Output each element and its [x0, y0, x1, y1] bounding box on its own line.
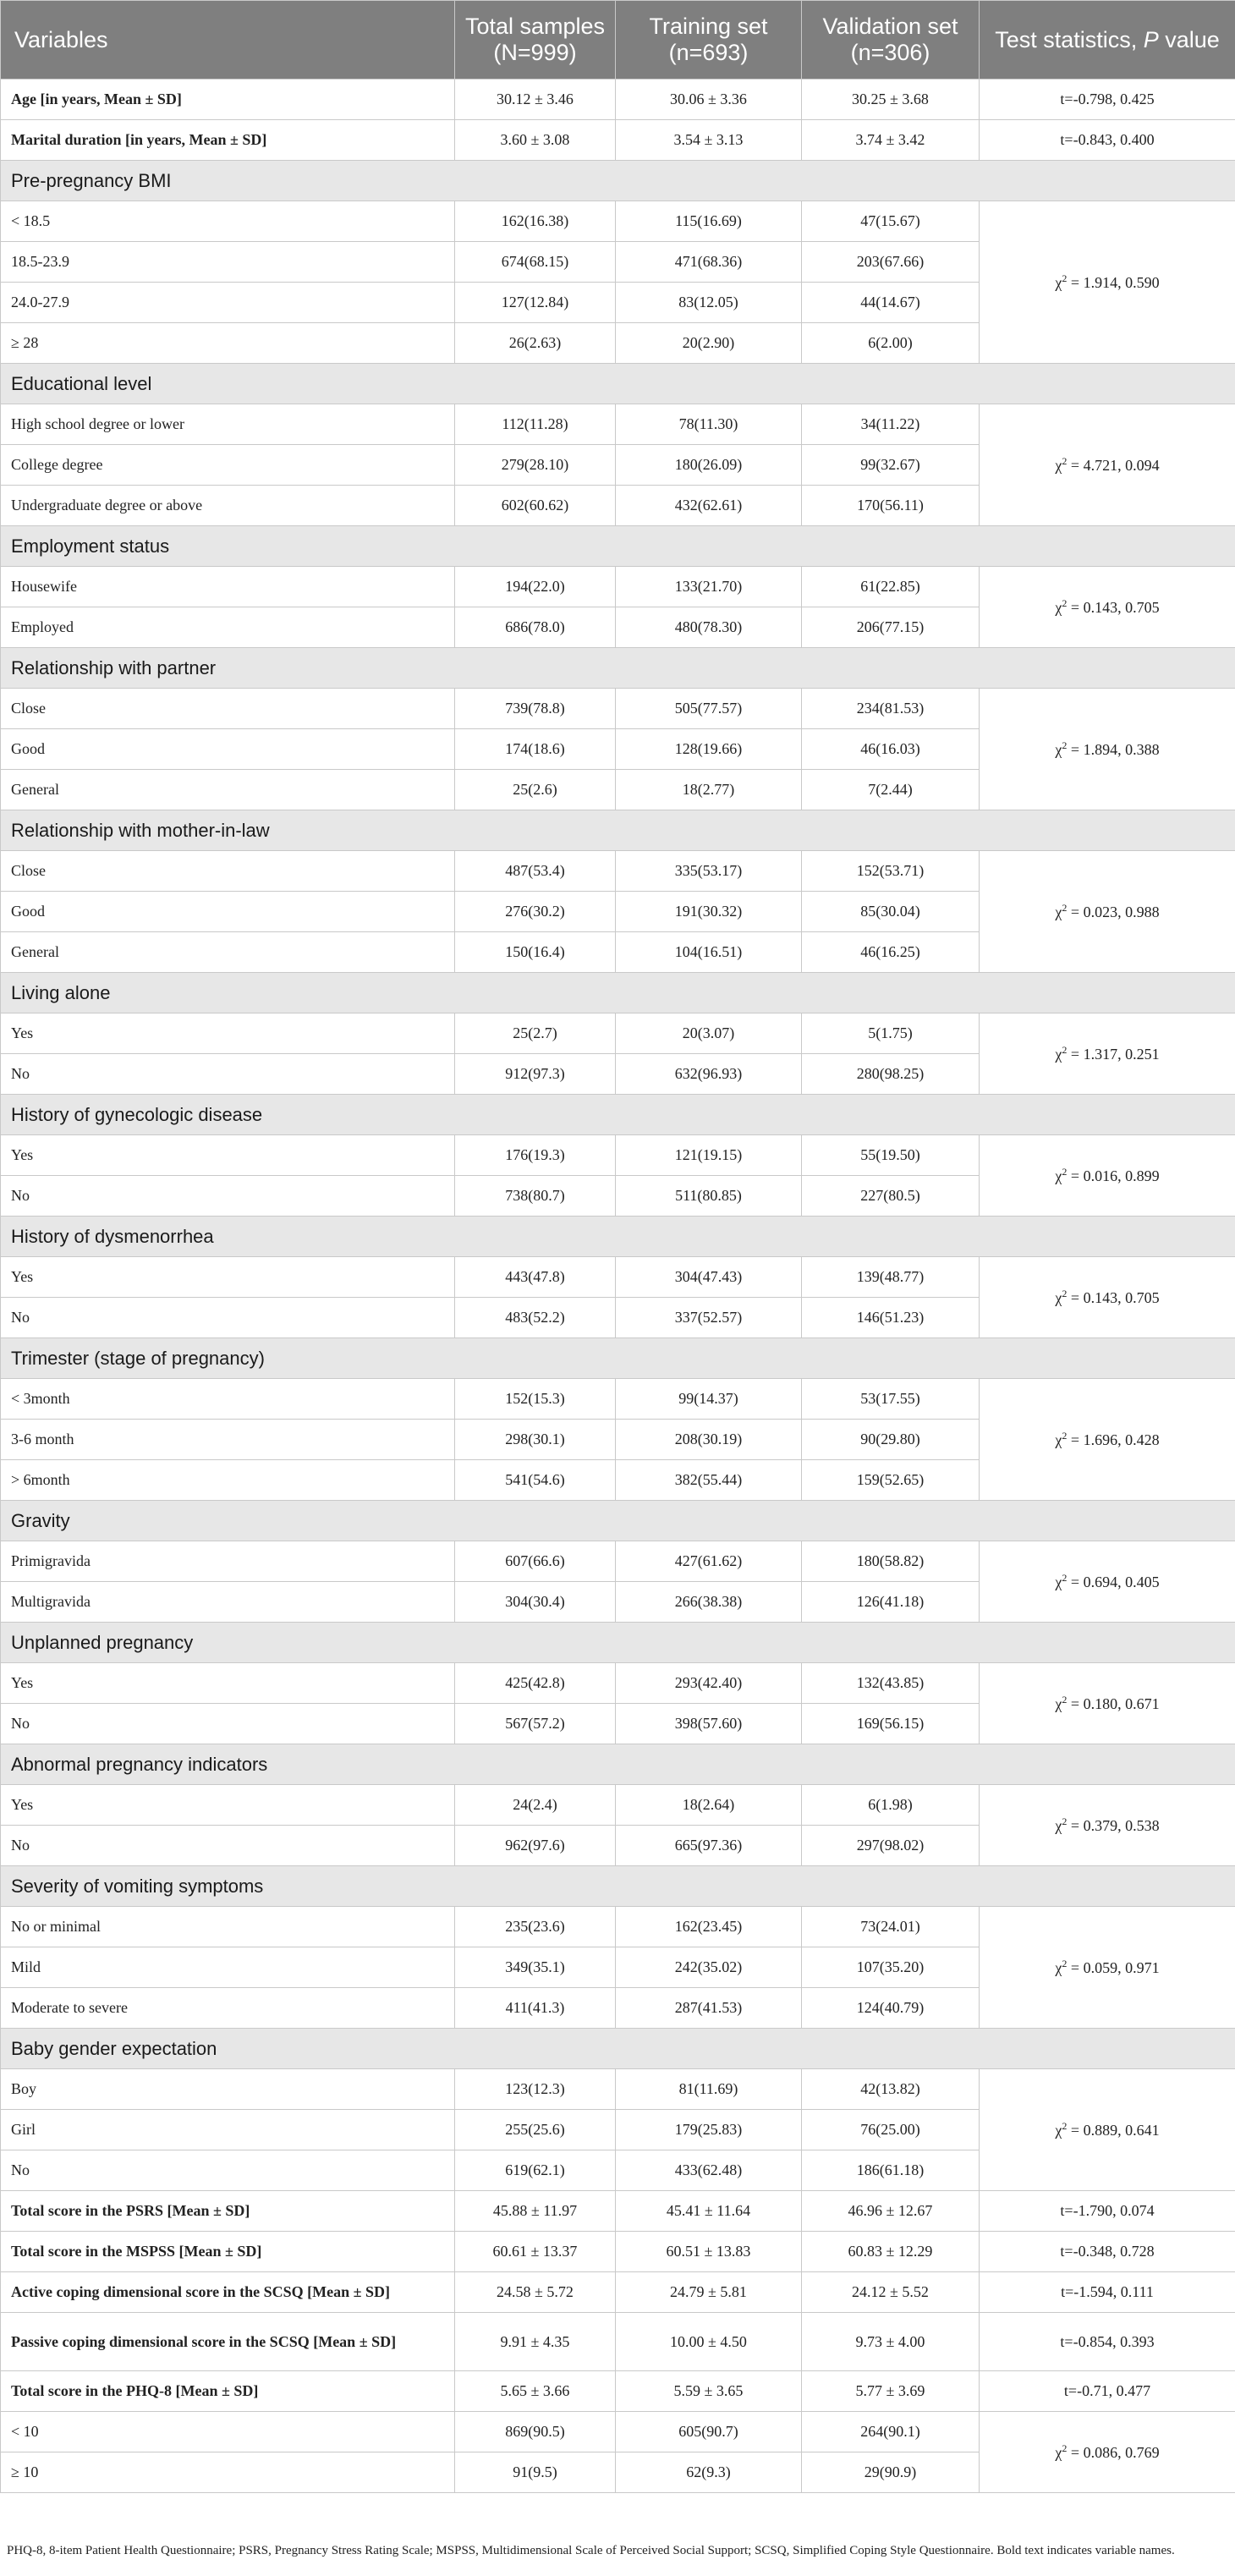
chi-square-symbol: $\chi^2$: [1055, 455, 1068, 474]
section-label: Gravity: [1, 1501, 1235, 1541]
section-row: [1, 1866, 1235, 1907]
table-row: [1, 2232, 1235, 2272]
chi-square-value: = 0.180, 0.671: [1067, 1695, 1160, 1712]
cell-chi-square: [980, 1663, 1235, 1744]
cell-total-samples: 5.65 ± 3.66: [455, 2371, 616, 2412]
cell-validation-set: 47(15.67): [802, 201, 980, 242]
cell-total-samples: 276(30.2): [455, 892, 616, 932]
row-label: < 10: [1, 2412, 455, 2452]
section-row: [1, 2029, 1235, 2069]
row-label: Boy: [1, 2069, 455, 2110]
cell-total-samples: 425(42.8): [455, 1663, 616, 1704]
cell-total-samples: 912(97.3): [455, 1054, 616, 1095]
chi-square-symbol: $\chi^2$: [1055, 1694, 1068, 1712]
header-p-italic: P: [1143, 26, 1159, 52]
row-label: College degree: [1, 445, 455, 486]
cell-validation-set: 90(29.80): [802, 1420, 980, 1460]
cell-total-samples: 25(2.6): [455, 770, 616, 810]
cell-training-set: 505(77.57): [616, 689, 802, 729]
cell-training-set: 398(57.60): [616, 1704, 802, 1744]
row-label: < 18.5: [1, 201, 455, 242]
section-label: Relationship with partner: [1, 648, 1235, 689]
cell-total-samples: 674(68.15): [455, 242, 616, 283]
header-test-statistics-text: Test statistics,: [995, 26, 1144, 52]
table-row: [1, 1785, 1235, 1826]
cell-validation-set: 73(24.01): [802, 1907, 980, 1947]
table-row: [1, 567, 1235, 607]
cell-total-samples: 112(11.28): [455, 404, 616, 445]
cell-training-set: 433(62.48): [616, 2150, 802, 2191]
row-label: 18.5-23.9: [1, 242, 455, 283]
section-label: History of dysmenorrhea: [1, 1217, 1235, 1257]
section-label: Severity of vomiting symptoms: [1, 1866, 1235, 1907]
table-row: [1, 1257, 1235, 1298]
row-label: ≥ 10: [1, 2452, 455, 2493]
cell-training-set: 511(80.85): [616, 1176, 802, 1217]
section-label: Relationship with mother-in-law: [1, 810, 1235, 851]
section-row: [1, 526, 1235, 567]
row-label: High school degree or lower: [1, 404, 455, 445]
cell-chi-square: [980, 1907, 1235, 2029]
header-validation-set: Validation set (n=306): [802, 1, 980, 80]
cell-total-samples: 60.61 ± 13.37: [455, 2232, 616, 2272]
chi-square-value: = 1.894, 0.388: [1067, 741, 1160, 758]
cell-training-set: 180(26.09): [616, 445, 802, 486]
cell-training-set: 5.59 ± 3.65: [616, 2371, 802, 2412]
section-row: [1, 1338, 1235, 1379]
cell-chi-square: [980, 1135, 1235, 1217]
chi-square-value: = 0.016, 0.899: [1067, 1167, 1160, 1184]
cell-validation-set: 76(25.00): [802, 2110, 980, 2150]
section-label: Pre-pregnancy BMI: [1, 161, 1235, 201]
cell-test-statistic: t=-0.854, 0.393: [980, 2313, 1235, 2371]
cell-validation-set: 42(13.82): [802, 2069, 980, 2110]
table-row: [1, 851, 1235, 892]
cell-training-set: 20(2.90): [616, 323, 802, 364]
row-label: 24.0-27.9: [1, 283, 455, 323]
section-row: [1, 1623, 1235, 1663]
cell-total-samples: 869(90.5): [455, 2412, 616, 2452]
cell-validation-set: 132(43.85): [802, 1663, 980, 1704]
cell-training-set: 266(38.38): [616, 1582, 802, 1623]
chi-square-symbol: $\chi^2$: [1055, 1044, 1068, 1063]
row-label: No: [1, 1176, 455, 1217]
cell-total-samples: 30.12 ± 3.46: [455, 80, 616, 120]
section-label: Employment status: [1, 526, 1235, 567]
cell-total-samples: 602(60.62): [455, 486, 616, 526]
chi-square-symbol: $\chi^2$: [1055, 1288, 1068, 1306]
row-label: Total score in the PHQ-8 [Mean ± SD]: [1, 2371, 455, 2412]
cell-training-set: 293(42.40): [616, 1663, 802, 1704]
cell-chi-square: [980, 567, 1235, 648]
cell-total-samples: 487(53.4): [455, 851, 616, 892]
cell-total-samples: 91(9.5): [455, 2452, 616, 2493]
chi-square-value: = 0.143, 0.705: [1067, 599, 1160, 616]
cell-training-set: 115(16.69): [616, 201, 802, 242]
cell-total-samples: 304(30.4): [455, 1582, 616, 1623]
table-row: [1, 2313, 1235, 2371]
cell-total-samples: 255(25.6): [455, 2110, 616, 2150]
section-row: [1, 810, 1235, 851]
cell-training-set: 632(96.93): [616, 1054, 802, 1095]
cell-validation-set: 264(90.1): [802, 2412, 980, 2452]
cell-total-samples: 411(41.3): [455, 1988, 616, 2029]
cell-chi-square: [980, 1541, 1235, 1623]
chi-square-value: = 0.694, 0.405: [1067, 1574, 1160, 1590]
cell-validation-set: 139(48.77): [802, 1257, 980, 1298]
chi-square-value: = 1.317, 0.251: [1067, 1046, 1160, 1063]
cell-training-set: 242(35.02): [616, 1947, 802, 1988]
cell-total-samples: 298(30.1): [455, 1420, 616, 1460]
row-label: Close: [1, 689, 455, 729]
cell-test-statistic: t=-0.798, 0.425: [980, 80, 1235, 120]
row-label: Close: [1, 851, 455, 892]
chi-square-value: = 0.143, 0.705: [1067, 1289, 1160, 1306]
chi-square-symbol: $\chi^2$: [1055, 272, 1068, 291]
section-row: [1, 1744, 1235, 1785]
cell-training-set: 121(19.15): [616, 1135, 802, 1176]
cell-training-set: 83(12.05): [616, 283, 802, 323]
row-label: Active coping dimensional score in the SCSQ [Mean ± SD]: [1, 2272, 455, 2313]
section-label: Unplanned pregnancy: [1, 1623, 1235, 1663]
section-row: [1, 1217, 1235, 1257]
cell-total-samples: 235(23.6): [455, 1907, 616, 1947]
cell-training-set: 432(62.61): [616, 486, 802, 526]
header-test-statistics: [980, 1, 1235, 80]
cell-validation-set: 7(2.44): [802, 770, 980, 810]
cell-validation-set: 34(11.22): [802, 404, 980, 445]
cell-validation-set: 186(61.18): [802, 2150, 980, 2191]
cell-validation-set: 29(90.9): [802, 2452, 980, 2493]
cell-test-statistic: t=-1.594, 0.111: [980, 2272, 1235, 2313]
table-footnote: PHQ-8, 8-item Patient Health Questionnaire; PSRS, Pregnancy Stress Rating Scale; MSPSS, Multidimensional Scale of Perceived Social Support; SCSQ, Simplified Coping Style Questionnaire. Bold text indicates variable names.: [7, 2544, 1175, 2557]
table-row: [1, 120, 1235, 161]
cell-validation-set: 124(40.79): [802, 1988, 980, 2029]
chi-square-symbol: $\chi^2$: [1055, 1430, 1068, 1448]
table-row: [1, 1379, 1235, 1420]
row-label: ≥ 28: [1, 323, 455, 364]
section-label: Abnormal pregnancy indicators: [1, 1744, 1235, 1785]
cell-validation-set: 6(2.00): [802, 323, 980, 364]
chi-square-symbol: $\chi^2$: [1055, 739, 1068, 758]
cell-total-samples: 194(22.0): [455, 567, 616, 607]
cell-training-set: 382(55.44): [616, 1460, 802, 1501]
cell-validation-set: 5.77 ± 3.69: [802, 2371, 980, 2412]
table-row: [1, 2272, 1235, 2313]
section-label: Living alone: [1, 973, 1235, 1013]
cell-chi-square: [980, 1013, 1235, 1095]
cell-test-statistic: t=-0.348, 0.728: [980, 2232, 1235, 2272]
row-label: Total score in the PSRS [Mean ± SD]: [1, 2191, 455, 2232]
cell-validation-set: 30.25 ± 3.68: [802, 80, 980, 120]
cell-training-set: 427(61.62): [616, 1541, 802, 1582]
row-label: Girl: [1, 2110, 455, 2150]
cell-total-samples: 738(80.7): [455, 1176, 616, 1217]
cell-validation-set: 46(16.03): [802, 729, 980, 770]
cell-training-set: 99(14.37): [616, 1379, 802, 1420]
cell-training-set: 78(11.30): [616, 404, 802, 445]
cell-total-samples: 127(12.84): [455, 283, 616, 323]
cell-validation-set: 24.12 ± 5.52: [802, 2272, 980, 2313]
cell-validation-set: 126(41.18): [802, 1582, 980, 1623]
row-label: Yes: [1, 1013, 455, 1054]
table-row: [1, 1907, 1235, 1947]
cell-chi-square: [980, 1257, 1235, 1338]
chi-square-value: = 0.889, 0.641: [1067, 2122, 1160, 2139]
cell-total-samples: 541(54.6): [455, 1460, 616, 1501]
cell-total-samples: 176(19.3): [455, 1135, 616, 1176]
cell-training-set: 471(68.36): [616, 242, 802, 283]
table-row: [1, 2412, 1235, 2452]
cell-validation-set: 152(53.71): [802, 851, 980, 892]
row-label: Yes: [1, 1257, 455, 1298]
cell-validation-set: 297(98.02): [802, 1826, 980, 1866]
table-row: [1, 1013, 1235, 1054]
table-row: [1, 404, 1235, 445]
section-row: [1, 1095, 1235, 1135]
cell-training-set: 287(41.53): [616, 1988, 802, 2029]
cell-validation-set: 46(16.25): [802, 932, 980, 973]
row-label: Good: [1, 892, 455, 932]
cell-total-samples: 152(15.3): [455, 1379, 616, 1420]
cell-training-set: 191(30.32): [616, 892, 802, 932]
row-label: No: [1, 1826, 455, 1866]
cell-validation-set: 85(30.04): [802, 892, 980, 932]
cell-chi-square: [980, 689, 1235, 810]
chi-square-symbol: $\chi^2$: [1055, 1958, 1068, 1976]
row-label: Undergraduate degree or above: [1, 486, 455, 526]
section-row: [1, 1501, 1235, 1541]
section-row: [1, 161, 1235, 201]
row-label: Primigravida: [1, 1541, 455, 1582]
chi-square-symbol: $\chi^2$: [1055, 1166, 1068, 1184]
cell-chi-square: [980, 1379, 1235, 1501]
cell-training-set: 18(2.77): [616, 770, 802, 810]
chi-square-value: = 1.914, 0.590: [1067, 274, 1160, 291]
row-label: No: [1, 1298, 455, 1338]
cell-validation-set: 60.83 ± 12.29: [802, 2232, 980, 2272]
cell-validation-set: 44(14.67): [802, 283, 980, 323]
cell-test-statistic: t=-0.843, 0.400: [980, 120, 1235, 161]
cell-total-samples: 739(78.8): [455, 689, 616, 729]
row-label: Good: [1, 729, 455, 770]
row-label: No or minimal: [1, 1907, 455, 1947]
cell-validation-set: 55(19.50): [802, 1135, 980, 1176]
table-row: [1, 1663, 1235, 1704]
table-row: [1, 689, 1235, 729]
cell-total-samples: 24.58 ± 5.72: [455, 2272, 616, 2313]
table-row: [1, 201, 1235, 242]
header-total-samples: Total samples (N=999): [455, 1, 616, 80]
cell-training-set: 337(52.57): [616, 1298, 802, 1338]
cell-training-set: 20(3.07): [616, 1013, 802, 1054]
row-label: > 6month: [1, 1460, 455, 1501]
row-label: 3-6 month: [1, 1420, 455, 1460]
cell-training-set: 665(97.36): [616, 1826, 802, 1866]
section-row: [1, 364, 1235, 404]
cell-training-set: 10.00 ± 4.50: [616, 2313, 802, 2371]
cell-chi-square: [980, 404, 1235, 526]
table-row: [1, 1541, 1235, 1582]
row-label: Passive coping dimensional score in the SCSQ [Mean ± SD]: [1, 2313, 455, 2371]
cell-training-set: 81(11.69): [616, 2069, 802, 2110]
chi-square-value: = 0.379, 0.538: [1067, 1817, 1160, 1834]
section-label: Baby gender expectation: [1, 2029, 1235, 2069]
cell-total-samples: 607(66.6): [455, 1541, 616, 1582]
cell-chi-square: [980, 201, 1235, 364]
cell-total-samples: 45.88 ± 11.97: [455, 2191, 616, 2232]
chi-square-value: = 0.086, 0.769: [1067, 2444, 1160, 2461]
chi-square-symbol: $\chi^2$: [1055, 2120, 1068, 2139]
table-row: [1, 1135, 1235, 1176]
row-label: Total score in the MSPSS [Mean ± SD]: [1, 2232, 455, 2272]
section-row: [1, 973, 1235, 1013]
cell-training-set: 480(78.30): [616, 607, 802, 648]
row-label: Multigravida: [1, 1582, 455, 1623]
cell-training-set: 18(2.64): [616, 1785, 802, 1826]
cell-training-set: 60.51 ± 13.83: [616, 2232, 802, 2272]
row-label: < 3month: [1, 1379, 455, 1420]
section-label: Trimester (stage of pregnancy): [1, 1338, 1235, 1379]
cell-total-samples: 3.60 ± 3.08: [455, 120, 616, 161]
cell-chi-square: [980, 1785, 1235, 1866]
section-row: [1, 648, 1235, 689]
cell-total-samples: 349(35.1): [455, 1947, 616, 1988]
cell-validation-set: 5(1.75): [802, 1013, 980, 1054]
cell-validation-set: 3.74 ± 3.42: [802, 120, 980, 161]
header-value-text: value: [1158, 26, 1220, 52]
row-label: Age [in years, Mean ± SD]: [1, 80, 455, 120]
header-training-set: Training set (n=693): [616, 1, 802, 80]
cell-validation-set: 99(32.67): [802, 445, 980, 486]
cell-validation-set: 169(56.15): [802, 1704, 980, 1744]
chi-square-value: = 1.696, 0.428: [1067, 1431, 1160, 1448]
row-label: No: [1, 1054, 455, 1095]
cell-total-samples: 25(2.7): [455, 1013, 616, 1054]
cell-training-set: 179(25.83): [616, 2110, 802, 2150]
header-variables: Variables: [1, 1, 455, 80]
cell-validation-set: 6(1.98): [802, 1785, 980, 1826]
cell-total-samples: 24(2.4): [455, 1785, 616, 1826]
chi-square-symbol: $\chi^2$: [1055, 1572, 1068, 1590]
chi-square-symbol: $\chi^2$: [1055, 1815, 1068, 1834]
cell-total-samples: 123(12.3): [455, 2069, 616, 2110]
table-row: [1, 2371, 1235, 2412]
cell-validation-set: 203(67.66): [802, 242, 980, 283]
table-row: [1, 80, 1235, 120]
chi-square-value: = 0.023, 0.988: [1067, 904, 1160, 920]
cell-validation-set: 206(77.15): [802, 607, 980, 648]
cell-validation-set: 170(56.11): [802, 486, 980, 526]
table-body: [1, 80, 1235, 2493]
cell-validation-set: 234(81.53): [802, 689, 980, 729]
chi-square-symbol: $\chi^2$: [1055, 902, 1068, 920]
cell-training-set: 24.79 ± 5.81: [616, 2272, 802, 2313]
cell-training-set: 62(9.3): [616, 2452, 802, 2493]
cell-validation-set: 159(52.65): [802, 1460, 980, 1501]
cell-chi-square: [980, 2412, 1235, 2493]
chi-square-value: = 4.721, 0.094: [1067, 457, 1160, 474]
row-label: Yes: [1, 1785, 455, 1826]
chi-square-symbol: $\chi^2$: [1055, 2442, 1068, 2461]
cell-validation-set: 9.73 ± 4.00: [802, 2313, 980, 2371]
cell-validation-set: 146(51.23): [802, 1298, 980, 1338]
cell-total-samples: 619(62.1): [455, 2150, 616, 2191]
cell-training-set: 30.06 ± 3.36: [616, 80, 802, 120]
header-row: [1, 1, 1235, 80]
cell-training-set: 128(19.66): [616, 729, 802, 770]
cell-validation-set: 180(58.82): [802, 1541, 980, 1582]
cell-training-set: 3.54 ± 3.13: [616, 120, 802, 161]
cell-training-set: 335(53.17): [616, 851, 802, 892]
row-label: Yes: [1, 1135, 455, 1176]
cell-total-samples: 174(18.6): [455, 729, 616, 770]
cell-chi-square: [980, 851, 1235, 973]
section-label: History of gynecologic disease: [1, 1095, 1235, 1135]
cell-training-set: 104(16.51): [616, 932, 802, 973]
row-label: General: [1, 932, 455, 973]
cell-test-statistic: t=-1.790, 0.074: [980, 2191, 1235, 2232]
cell-training-set: 304(47.43): [616, 1257, 802, 1298]
cell-total-samples: 150(16.4): [455, 932, 616, 973]
cell-total-samples: 279(28.10): [455, 445, 616, 486]
chi-square-value: = 0.059, 0.971: [1067, 1959, 1160, 1976]
cell-total-samples: 962(97.6): [455, 1826, 616, 1866]
cell-validation-set: 280(98.25): [802, 1054, 980, 1095]
cell-training-set: 605(90.7): [616, 2412, 802, 2452]
cell-training-set: 162(23.45): [616, 1907, 802, 1947]
cell-total-samples: 686(78.0): [455, 607, 616, 648]
table-row: [1, 2191, 1235, 2232]
table-row: [1, 2069, 1235, 2110]
cell-training-set: 45.41 ± 11.64: [616, 2191, 802, 2232]
row-label: No: [1, 1704, 455, 1744]
cell-validation-set: 53(17.55): [802, 1379, 980, 1420]
cell-test-statistic: t=-0.71, 0.477: [980, 2371, 1235, 2412]
cell-training-set: 133(21.70): [616, 567, 802, 607]
section-label: Educational level: [1, 364, 1235, 404]
row-label: No: [1, 2150, 455, 2191]
cell-total-samples: 26(2.63): [455, 323, 616, 364]
row-label: Housewife: [1, 567, 455, 607]
cell-total-samples: 567(57.2): [455, 1704, 616, 1744]
row-label: Yes: [1, 1663, 455, 1704]
cell-validation-set: 227(80.5): [802, 1176, 980, 1217]
cell-total-samples: 443(47.8): [455, 1257, 616, 1298]
cell-validation-set: 46.96 ± 12.67: [802, 2191, 980, 2232]
cell-validation-set: 107(35.20): [802, 1947, 980, 1988]
chi-square-symbol: $\chi^2$: [1055, 597, 1068, 616]
row-label: General: [1, 770, 455, 810]
cell-chi-square: [980, 2069, 1235, 2191]
cell-training-set: 208(30.19): [616, 1420, 802, 1460]
row-label: Employed: [1, 607, 455, 648]
cell-validation-set: 61(22.85): [802, 567, 980, 607]
cell-total-samples: 483(52.2): [455, 1298, 616, 1338]
cell-total-samples: 9.91 ± 4.35: [455, 2313, 616, 2371]
row-label: Marital duration [in years, Mean ± SD]: [1, 120, 455, 161]
row-label: Moderate to severe: [1, 1988, 455, 2029]
row-label: Mild: [1, 1947, 455, 1988]
cell-total-samples: 162(16.38): [455, 201, 616, 242]
